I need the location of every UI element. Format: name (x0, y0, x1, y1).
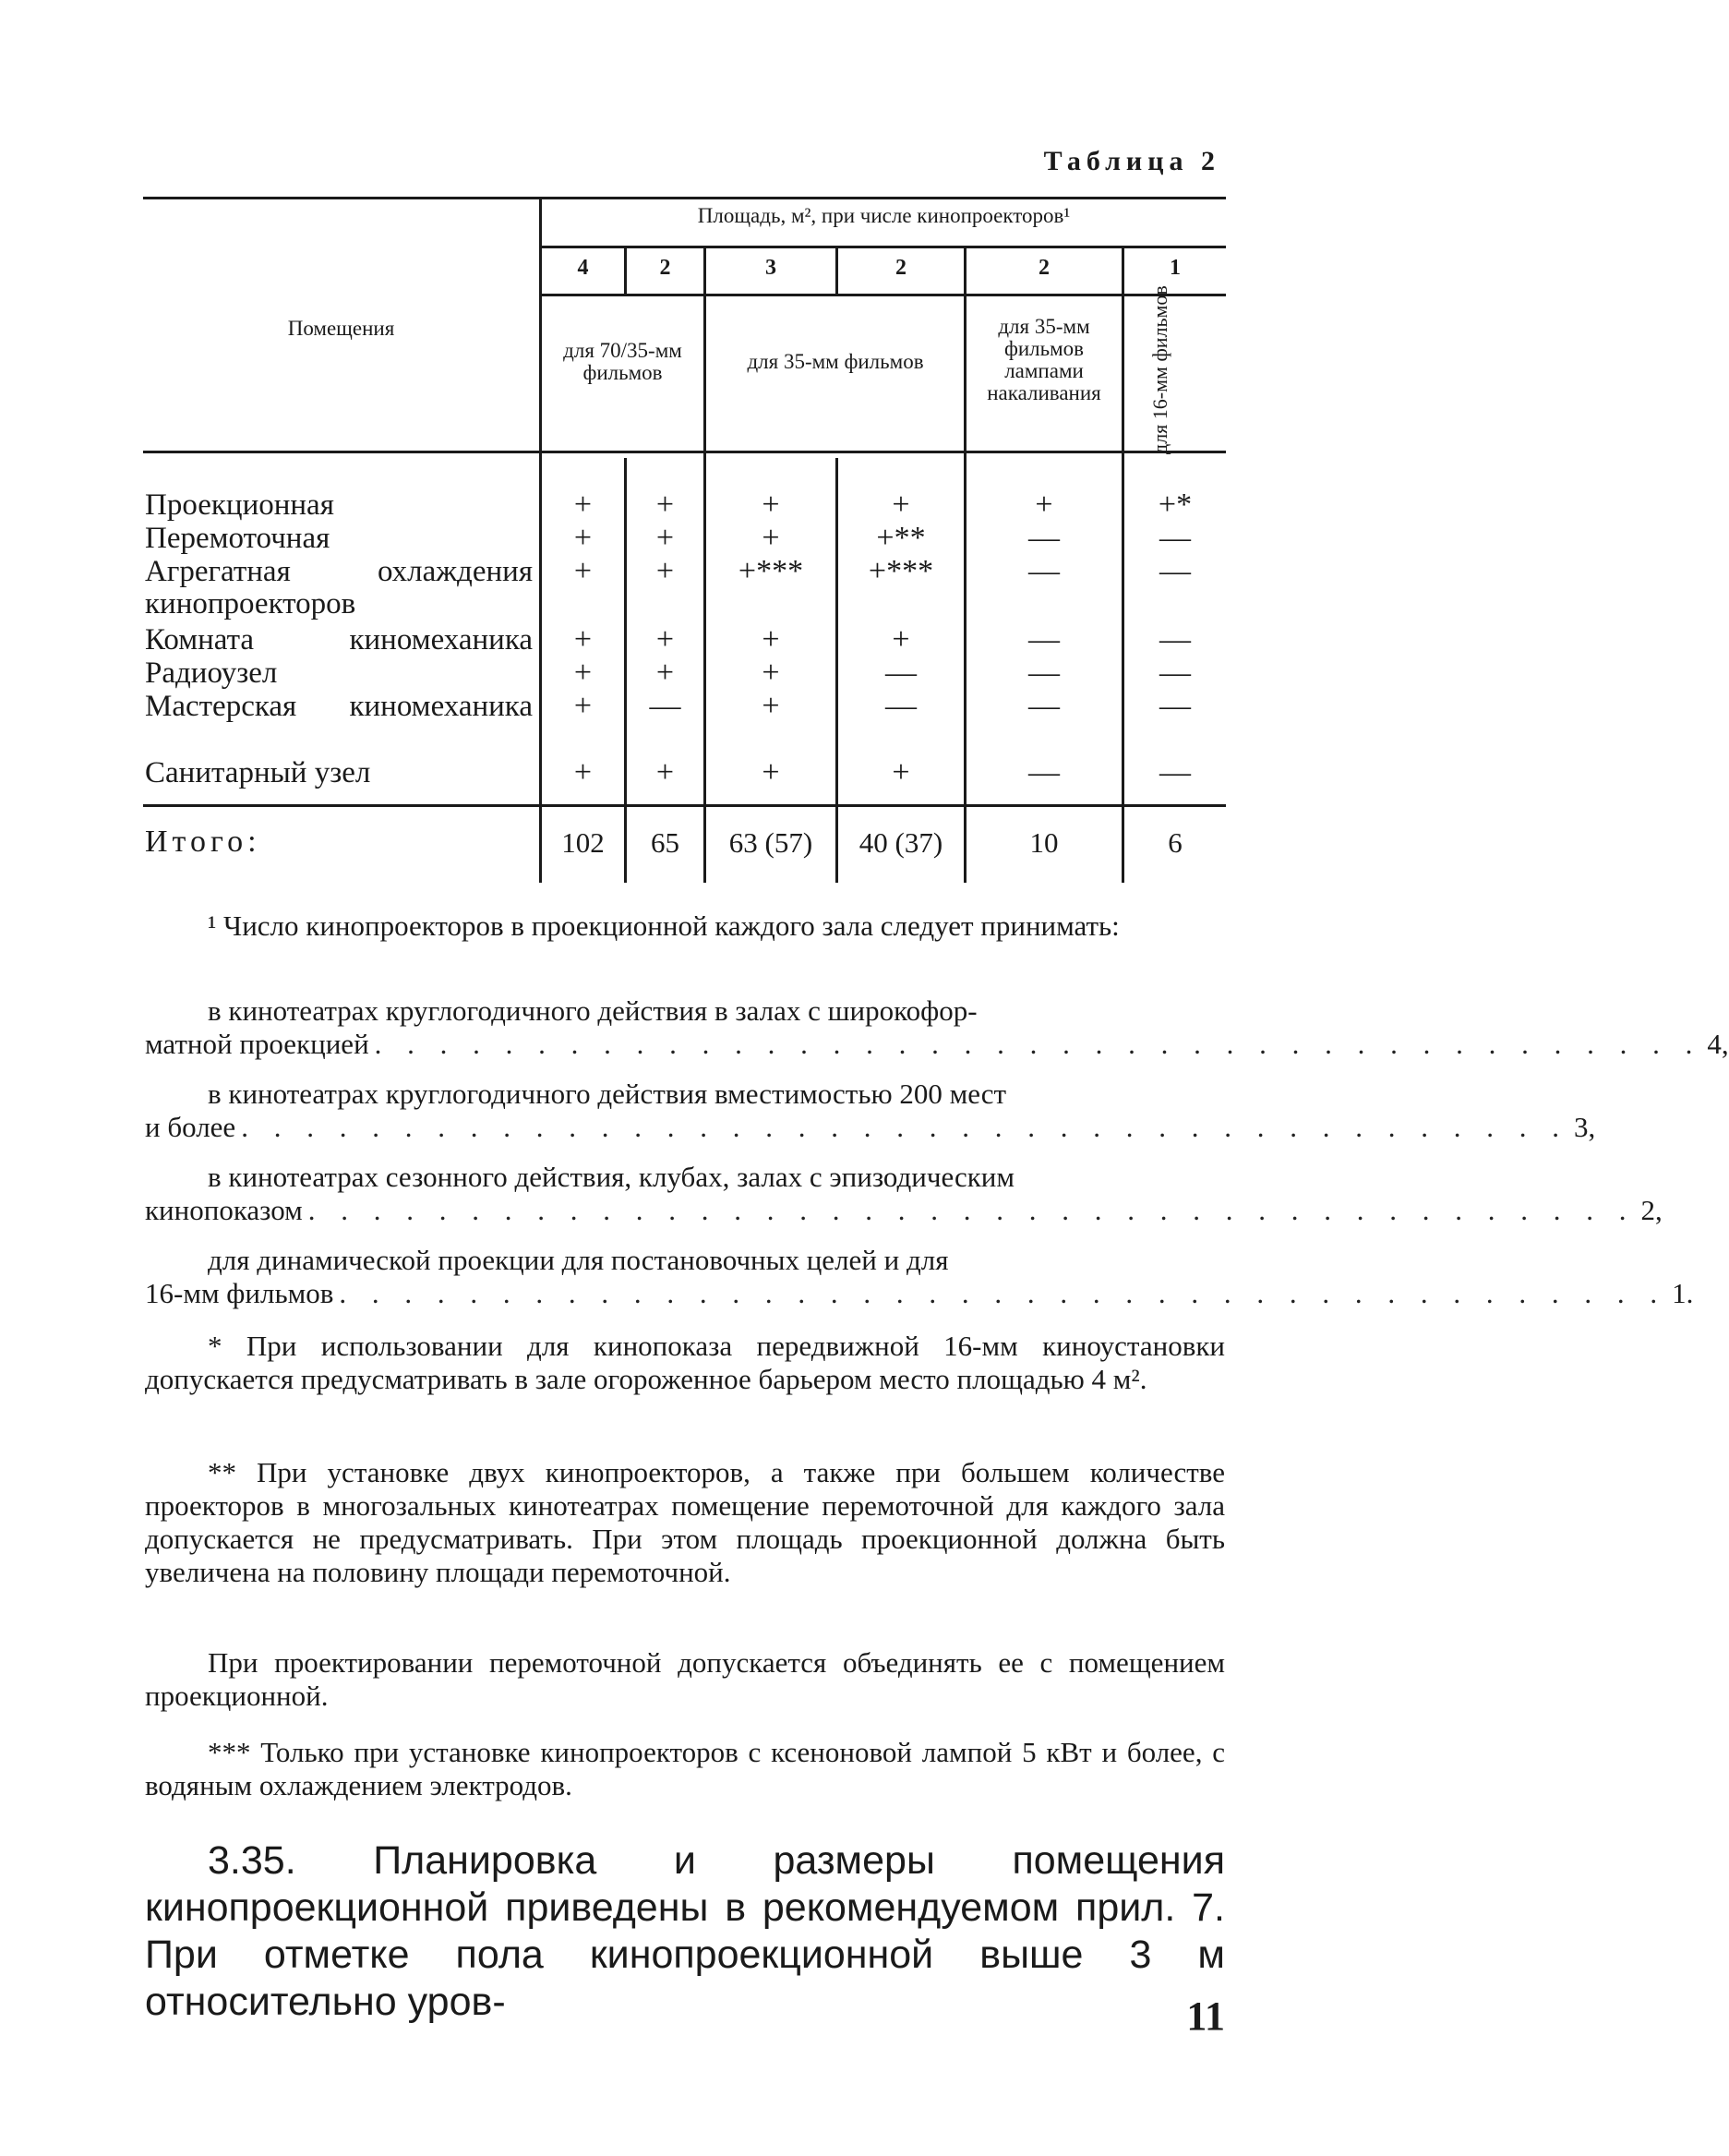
table-cell: — (1159, 622, 1191, 656)
table-cell: + (762, 488, 780, 522)
area-header: Площадь, м², при числе кинопроекторов¹ (697, 204, 1071, 227)
dot-leader: . . . . . . . . . . . . . . . . . . . . . . . . . . . . . . . . . . . . . . . . . (307, 1194, 1636, 1226)
table-cell: — (1028, 755, 1060, 789)
dot-leader: . . . . . . . . . . . . . . . . . . . . . . . . . . . . . . . . . . . . . . . . . (339, 1277, 1667, 1309)
table-cell: — (1028, 554, 1060, 588)
total-rule (143, 804, 1226, 807)
footnote-item (145, 1244, 1225, 1277)
row-label: Санитарный узел (145, 756, 371, 789)
table-cell: + (573, 488, 593, 522)
count-header: 2 (1039, 256, 1050, 280)
footnote-item-text: матной проекцией (145, 1028, 369, 1060)
total-cell: 40 (37) (858, 826, 943, 859)
table-cell: + (655, 488, 675, 522)
total-cell: 63 (57) (728, 826, 813, 859)
dot-leader: . . . . . . . . . . . . . . . . . . . . . . . . . . . . . . . . . . . . . . . . . (374, 1028, 1702, 1060)
row-label: Комната киномеханика (145, 623, 533, 656)
table-cell: — (1028, 521, 1060, 555)
table-cell: + (655, 521, 675, 555)
table-cell: + (573, 656, 593, 690)
rewind-note: При проектировании перемоточной допускается объединять ее с помещением проекционной. (145, 1646, 1225, 1712)
star-note-1: * При использовании для кинопоказа передвижной 16-мм киноустановки допускается предусматривать в зале огороженное барьером место площадью 4 м². (145, 1330, 1225, 1395)
footnote-item (145, 994, 1225, 1028)
footnote-item-text: кинопоказом (145, 1194, 303, 1226)
rooms-column-header: Помещения (287, 317, 395, 340)
table-cell: + (762, 521, 780, 555)
table-cell: — (1159, 554, 1191, 588)
footnote-item-line: в кинотеатрах круглогодичного действия вместимостью 200 мест (208, 1078, 1007, 1110)
table-cell: +* (1158, 488, 1193, 522)
count-header: 4 (577, 256, 589, 280)
table-cell: + (892, 755, 910, 789)
footnote-item-value: 4, (1707, 1028, 1729, 1060)
row-label: Проекционная (145, 488, 334, 522)
total-label: Итого: (145, 825, 261, 859)
table-cell: + (655, 622, 675, 656)
count-header: 1 (1170, 256, 1181, 280)
footnote-item-leader (145, 1111, 1596, 1144)
footnote-item-value: 1. (1672, 1277, 1694, 1309)
table-cell: + (655, 554, 675, 588)
table-cell: + (762, 755, 780, 789)
table-cell: +*** (738, 554, 804, 588)
row-label: Агрегатная охлаждения кинопроекторов (145, 555, 533, 620)
table-cell: +*** (868, 554, 934, 588)
section-3-35: 3.35. Планировка и размеры помещения кинопроекционной приведены в рекомендуемом прил. 7. При отметке пола кинопроекционной выше 3 м относительно уров- (145, 1838, 1225, 2024)
table-cell: — (1159, 656, 1191, 690)
table-cell: + (573, 622, 593, 656)
footnote-item-text: и более (145, 1111, 236, 1143)
table-cell: — (1159, 521, 1191, 555)
table-cell: — (1028, 689, 1060, 723)
total-cell: 102 (561, 826, 605, 859)
table-cell: + (655, 656, 675, 690)
group-70-35-header: для 70/35-мм фильмов (563, 339, 682, 384)
footnote-item (145, 1161, 1225, 1194)
footnote-item-line: в кинотеатрах круглогодичного действия в залах с широкофор- (208, 994, 978, 1027)
footnote-item-leader (145, 1194, 1663, 1227)
group-35-incandescent-header: для 35-мм фильмов лампами накаливания (987, 315, 1101, 404)
table-cell: + (892, 488, 910, 522)
table-cell: + (655, 755, 675, 789)
table-cell: + (762, 689, 780, 723)
table-cell: + (573, 521, 593, 555)
table-cell: — (1159, 689, 1191, 723)
table-cell: + (573, 755, 593, 789)
table-cell: + (762, 622, 780, 656)
row-label: Мастерская киномеханика (145, 690, 533, 723)
footnote-item-value: 3, (1573, 1111, 1596, 1143)
table-cell: — (885, 656, 917, 690)
count-header: 3 (765, 256, 776, 280)
footnote-item-leader (145, 1277, 1694, 1310)
table-cell: — (885, 689, 917, 723)
dot-leader: . . . . . . . . . . . . . . . . . . . . . . . . . . . . . . . . . . . . . . . . . (241, 1111, 1568, 1143)
table-cell: + (892, 622, 910, 656)
table-cell: + (573, 554, 593, 588)
table-cell: + (1035, 488, 1053, 522)
table-caption: Таблица 2 (1043, 146, 1220, 176)
table-cell: — (649, 689, 681, 723)
star-note-2: ** При установке двух кинопроекторов, а также при большем количестве проекторов в многозальных кинотеатрах помещение перемоточной для каждого зала допускается не предусматривать. При этом площадь проекционной должна быть увеличена на половину площади перемоточной. (145, 1456, 1225, 1588)
total-cell: 65 (651, 826, 679, 859)
group-16-header: для 16-мм фильмов (1148, 285, 1171, 454)
table-cell: — (1159, 755, 1191, 789)
row-label: Перемоточная (145, 522, 330, 555)
footnote-item (145, 1078, 1225, 1111)
star-note-3: *** Только при установке кинопроекторов с ксеноновой лампой 5 кВт и более, с водяным охлаждением электродов. (145, 1736, 1225, 1801)
group-35-header: для 35-мм фильмов (747, 350, 924, 373)
total-cell: 6 (1168, 826, 1183, 859)
count-header: 2 (659, 256, 671, 280)
footnote-item-value: 2, (1640, 1194, 1663, 1226)
total-cell: 10 (1029, 826, 1059, 859)
table-cell: — (1028, 656, 1060, 690)
footnote-item-line: в кинотеатрах сезонного действия, клубах, залах с эпизодическим (208, 1161, 1015, 1193)
footnote-item-leader (145, 1028, 1729, 1061)
footnote-item-text: 16-мм фильмов (145, 1277, 334, 1309)
footnote-1: ¹ Число кинопроекторов в проекционной каждого зала следует принимать: (208, 909, 1120, 942)
table-cell: + (573, 689, 593, 723)
header-bottom-rule (143, 451, 1226, 453)
table-cell: +** (876, 521, 926, 555)
footnote-item-line: для динамической проекции для постановочных целей и для (208, 1244, 949, 1276)
table-cell: + (762, 656, 780, 690)
count-header: 2 (895, 256, 907, 280)
row-label: Радиоузел (145, 656, 278, 690)
table-top-rule (143, 197, 1226, 199)
page-number: 11 (1186, 1993, 1225, 2039)
table-cell: — (1028, 622, 1060, 656)
